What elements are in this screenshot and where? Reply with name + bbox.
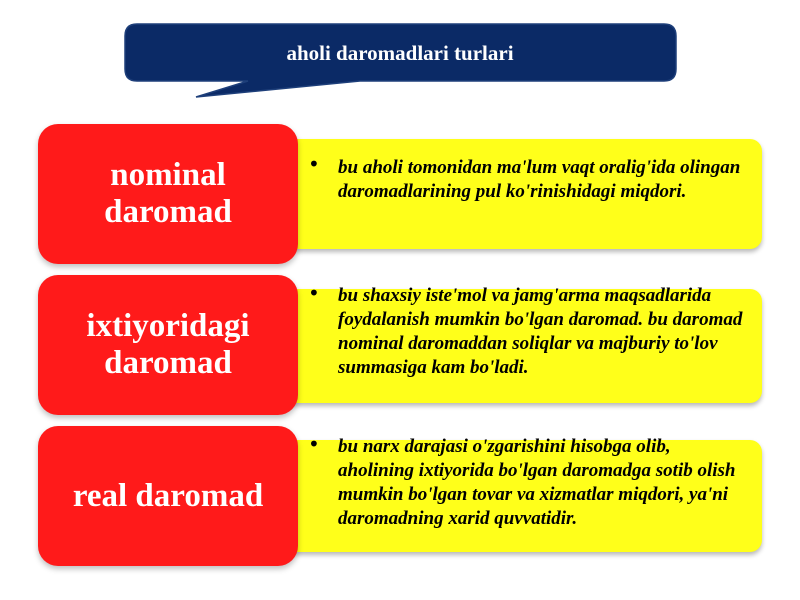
term-box-real: real daromad <box>38 426 298 566</box>
term-box-ixtiyoridagi: ixtiyoridagi daromad <box>38 275 298 415</box>
description-nominal: bu aholi tomonidan ma'lum vaqt oralig'ida olingan daromadlarining pul ko'rinishidagi miqdori. <box>338 157 741 202</box>
description-ixtiyoridagi: bu shaxsiy iste'mol va jamg'arma maqsadlarida foydalanish mumkin bo'lgan daromad. bu daromad nominal daromaddan soliqlar va majburiy to'lov summasiga kam bo'ladi. <box>338 285 743 378</box>
bullet-icon: • <box>308 152 320 176</box>
bullet-icon: • <box>308 281 320 305</box>
description-real: bu narx darajasi o'zgarishini hisobga olib, aholining ixtiyorida bo'lgan daromadga sotib olish mumkin bo'lgan tovar va xizmatlar miqdori, ya'ni daromadning xarid quvvatidir. <box>338 436 736 529</box>
term-box-nominal: nominal daromad <box>38 124 298 264</box>
diagram-title: aholi daromadlari turlari <box>286 40 514 65</box>
bullet-icon: • <box>308 432 320 456</box>
